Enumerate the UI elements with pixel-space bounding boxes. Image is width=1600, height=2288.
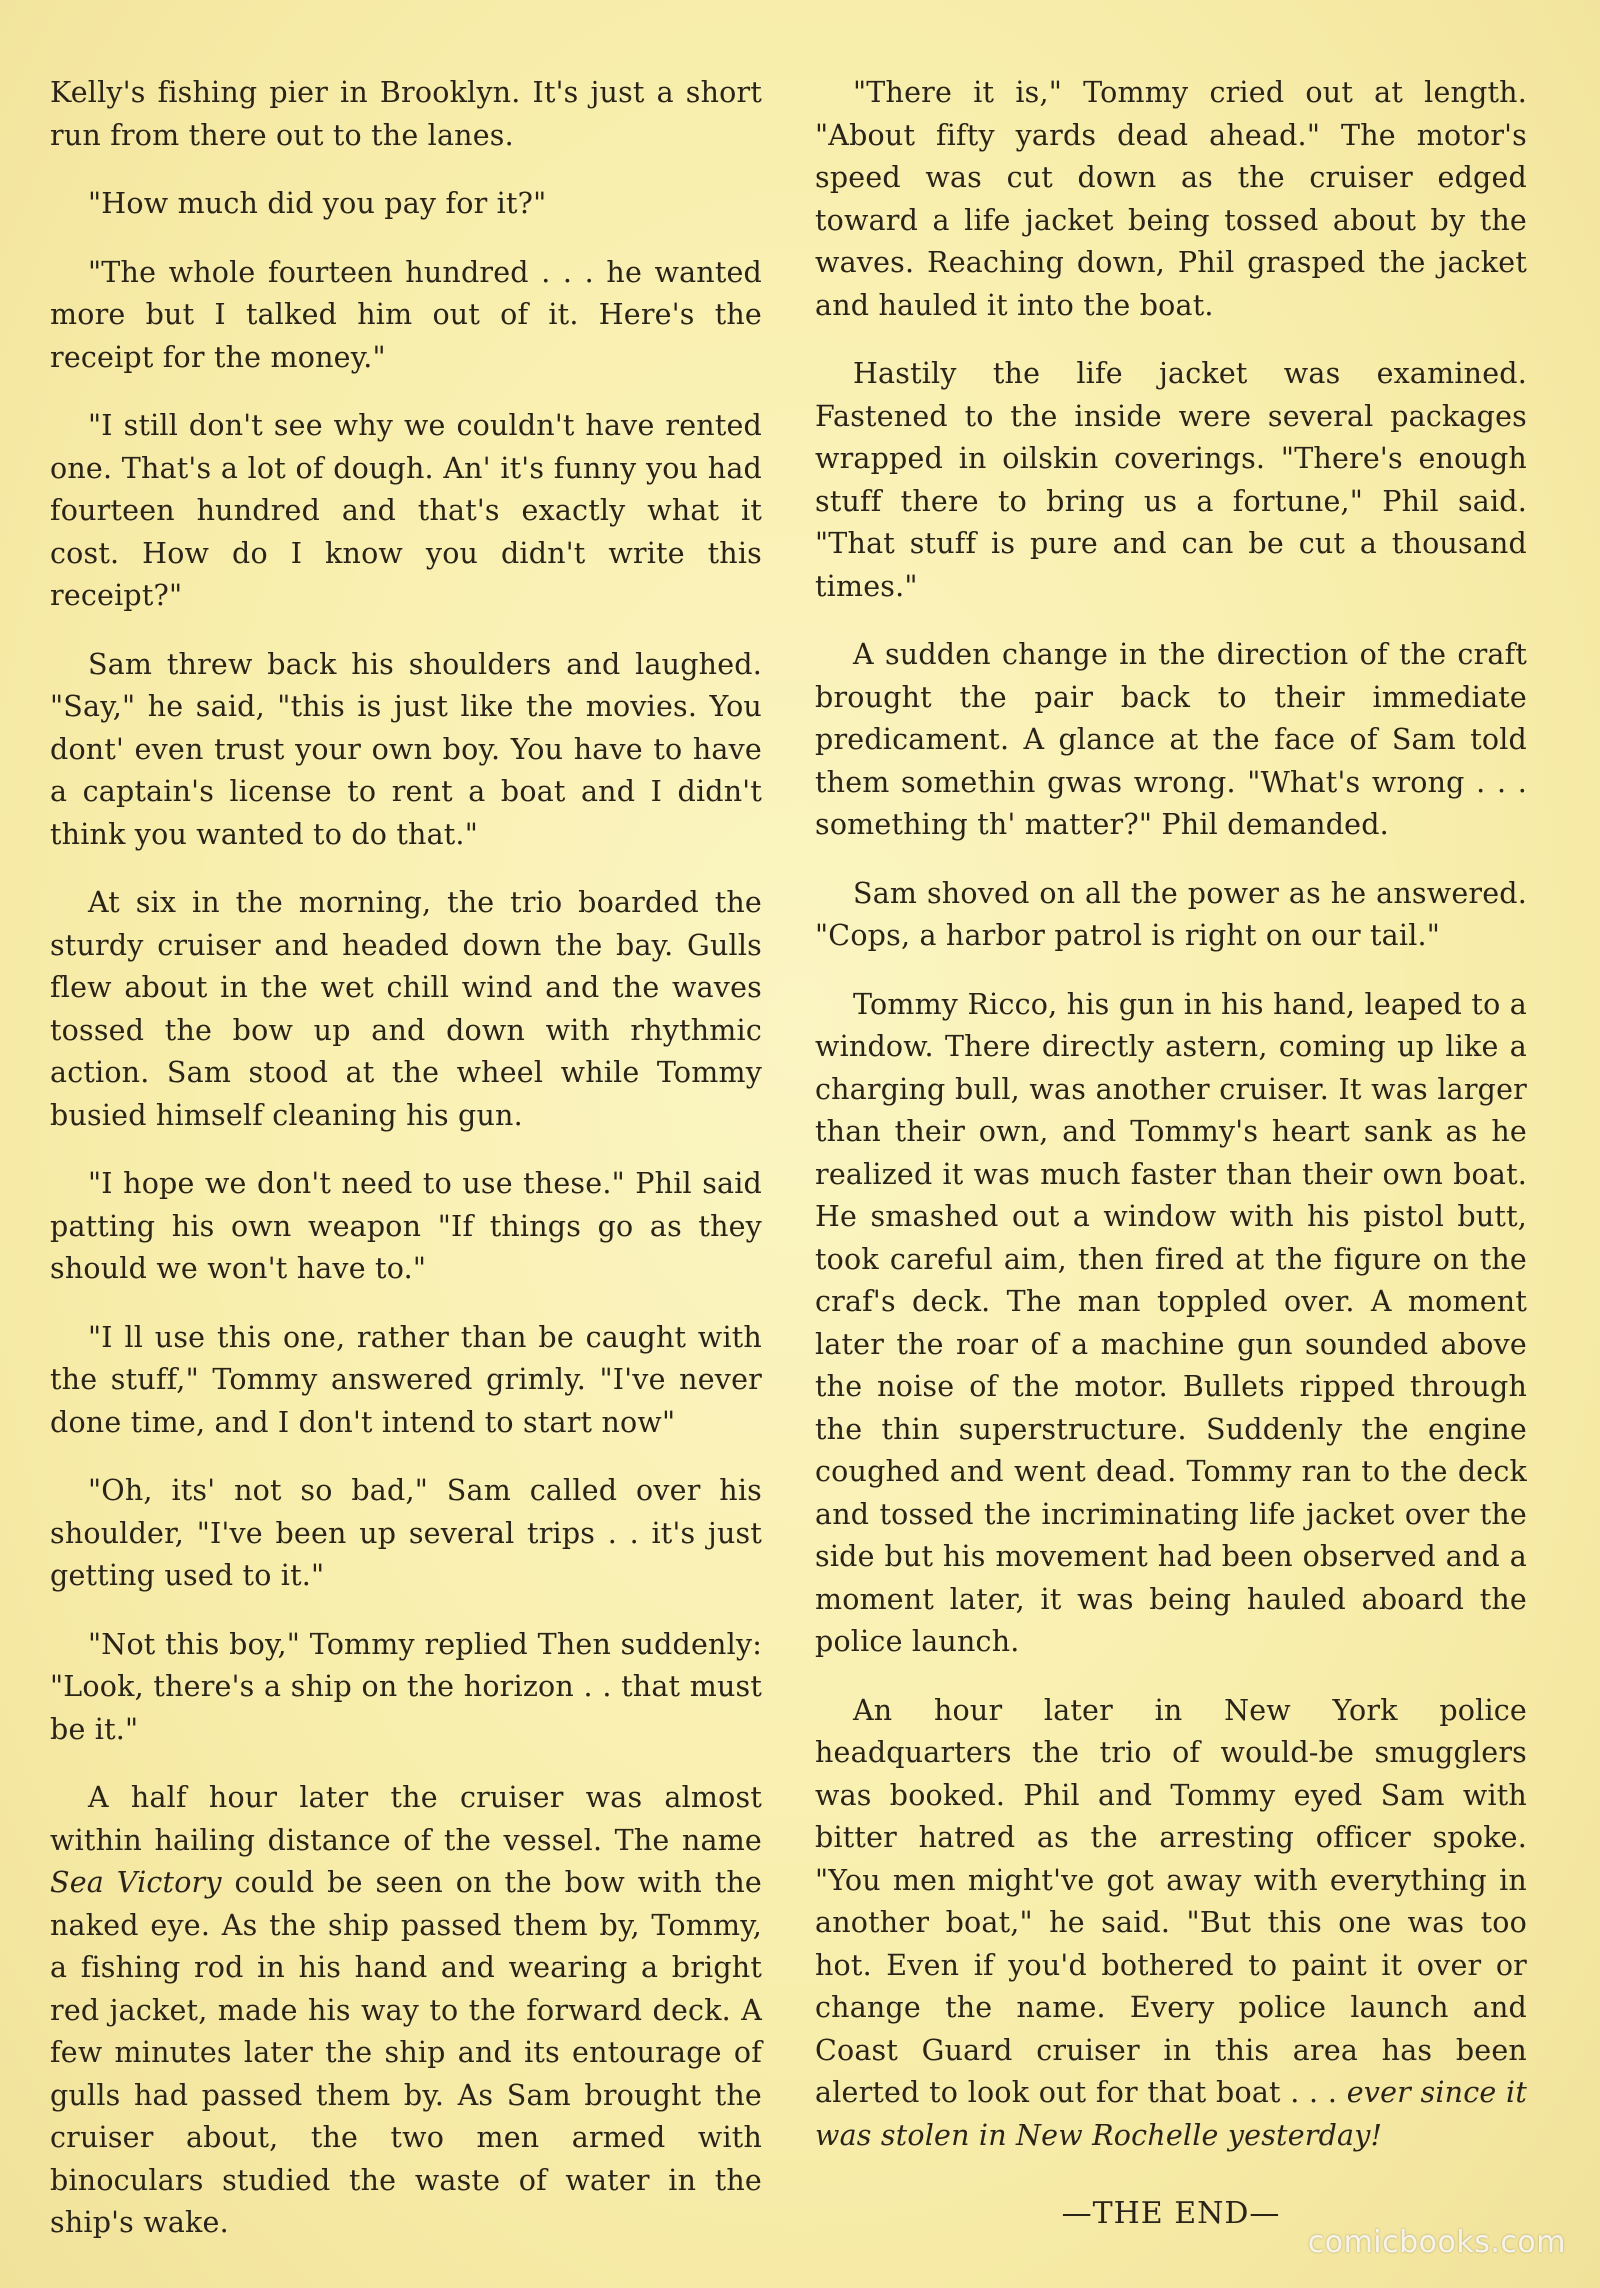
paragraph: "Oh, its' not so bad," Sam called over his shoulder, "I've been up several trips . . it's just getting used to it.": [50, 1474, 762, 1592]
paragraph: "The whole fourteen hundred . . . he wanted more but I talked him out of it. Here's the receipt for the money.": [50, 255, 762, 374]
left-text-column: [50, 72, 762, 2271]
paragraph-final: [815, 1690, 1527, 2158]
paragraph: "There it is," Tommy cried out at length. "About fifty yards dead ahead." The motor's speed was cut down as the cruiser edged toward a life jacket being tossed about by the waves. Reaching down, Phil grasped the jacket and hauled it into the boat.: [815, 76, 1527, 322]
paragraph: "I hope we don't need to use these." Phil said patting his own weapon "If things go as they should we won't have to.": [50, 1167, 762, 1285]
paragraph: "I ll use this one, rather than be caught with the stuff," Tommy answered grimly. "I've never done time, and I don't intend to start now": [50, 1320, 762, 1439]
paragraph: A sudden change in the direction of the craft brought the pair back to their immediate predicament. A glance at the face of Sam told them somethin gwas wrong. "What's wrong . . . something th' matter?" Phil demanded.: [815, 638, 1527, 841]
text-span: could be seen on the bow with the naked eye. As the ship passed them by, Tommy, a fishing rod in his hand and wearing a bright red jacket, made his way to the forward deck. A few minutes later the ship and its entourage of gulls had passed them by. As Sam brought the cruiser about, the two men armed with binoculars studied the waste of water in the ship's wake.: [50, 1866, 762, 2239]
paragraph-ship-name: [50, 1777, 762, 2245]
paragraph: Sam threw back his shoulders and laughed. "Say," he said, "this is just like the movies. You dont' even trust your own boy. You have to have a captain's license to rent a boat and I didn't think you wanted to do that.": [50, 647, 762, 851]
ship-name: Sea Victory: [50, 1866, 222, 1899]
paragraph: Kelly's fishing pier in Brooklyn. It's just a short run from there out to the lanes.: [50, 76, 762, 152]
paragraph: Hastily the life jacket was examined. Fastened to the inside were several packages wrapped in oilskin coverings. "There's enough stuff there to bring us a fortune," Phil said. "That stuff is pure and can be cut a thousand times.": [815, 357, 1527, 603]
paragraph: "I still don't see why we couldn't have rented one. That's a lot of dough. An' it's funny you had fourteen hundred and that's exactly what it cost. How do I know you didn't write this receipt?": [50, 409, 762, 612]
paragraph: "Not this boy," Tommy replied Then suddenly: "Look, there's a ship on the horizon . . that must be it.": [50, 1627, 762, 1746]
right-text-column: [815, 72, 1527, 2262]
text-span: A half hour later the cruiser was almost within hailing distance of the vessel. The name: [50, 1781, 762, 1857]
paragraph: "How much did you pay for it?": [88, 187, 547, 220]
the-end-label: —THE END—: [1061, 2196, 1281, 2231]
paragraph: At six in the morning, the trio boarded the sturdy cruiser and headed down the bay. Gulls flew about in the wet chill wind and the waves tossed the bow up and down with rhythmic action. Sam stood at the wheel while Tommy busied himself cleaning his gun.: [50, 886, 762, 1132]
text-span: An hour later in New York police headquarters the trio of would-be smugglers was booked. Phil and Tommy eyed Sam with bitter hatred as the arresting officer spoke. "You men might've got away with everything in another boat," he said. "But this one was too hot. Even if you'd bothered to paint it over or change the name. Every police launch and Coast Guard cruiser in this area has been alerted to look out for that boat . . .: [815, 1693, 1527, 2109]
paragraph: Sam shoved on all the power as he answered. "Cops, a harbor patrol is right on our tail.": [815, 876, 1527, 952]
italic-ending: ever since it was stolen in New Rochelle yesterday!: [815, 2076, 1528, 2152]
paragraph: Tommy Ricco, his gun in his hand, leaped to a window. There directly astern, coming up like a charging bull, was another cruiser. It was larger than their own, and Tommy's heart sank as he realized it was much faster than their own boat. He smashed out a window with his pistol butt, took careful aim, then fired at the figure on the craf's deck. The man toppled over. A moment later the roar of a machine gun sounded above the noise of the motor. Bullets ripped through the thin superstructure. Suddenly the engine coughed and went dead. Tommy ran to the deck and tossed the incriminating life jacket over the side but his movement had been observed and a moment later, it was being hauled aboard the police launch.: [815, 987, 1527, 1658]
watermark-logo: comicbooks.com: [1307, 2225, 1566, 2260]
